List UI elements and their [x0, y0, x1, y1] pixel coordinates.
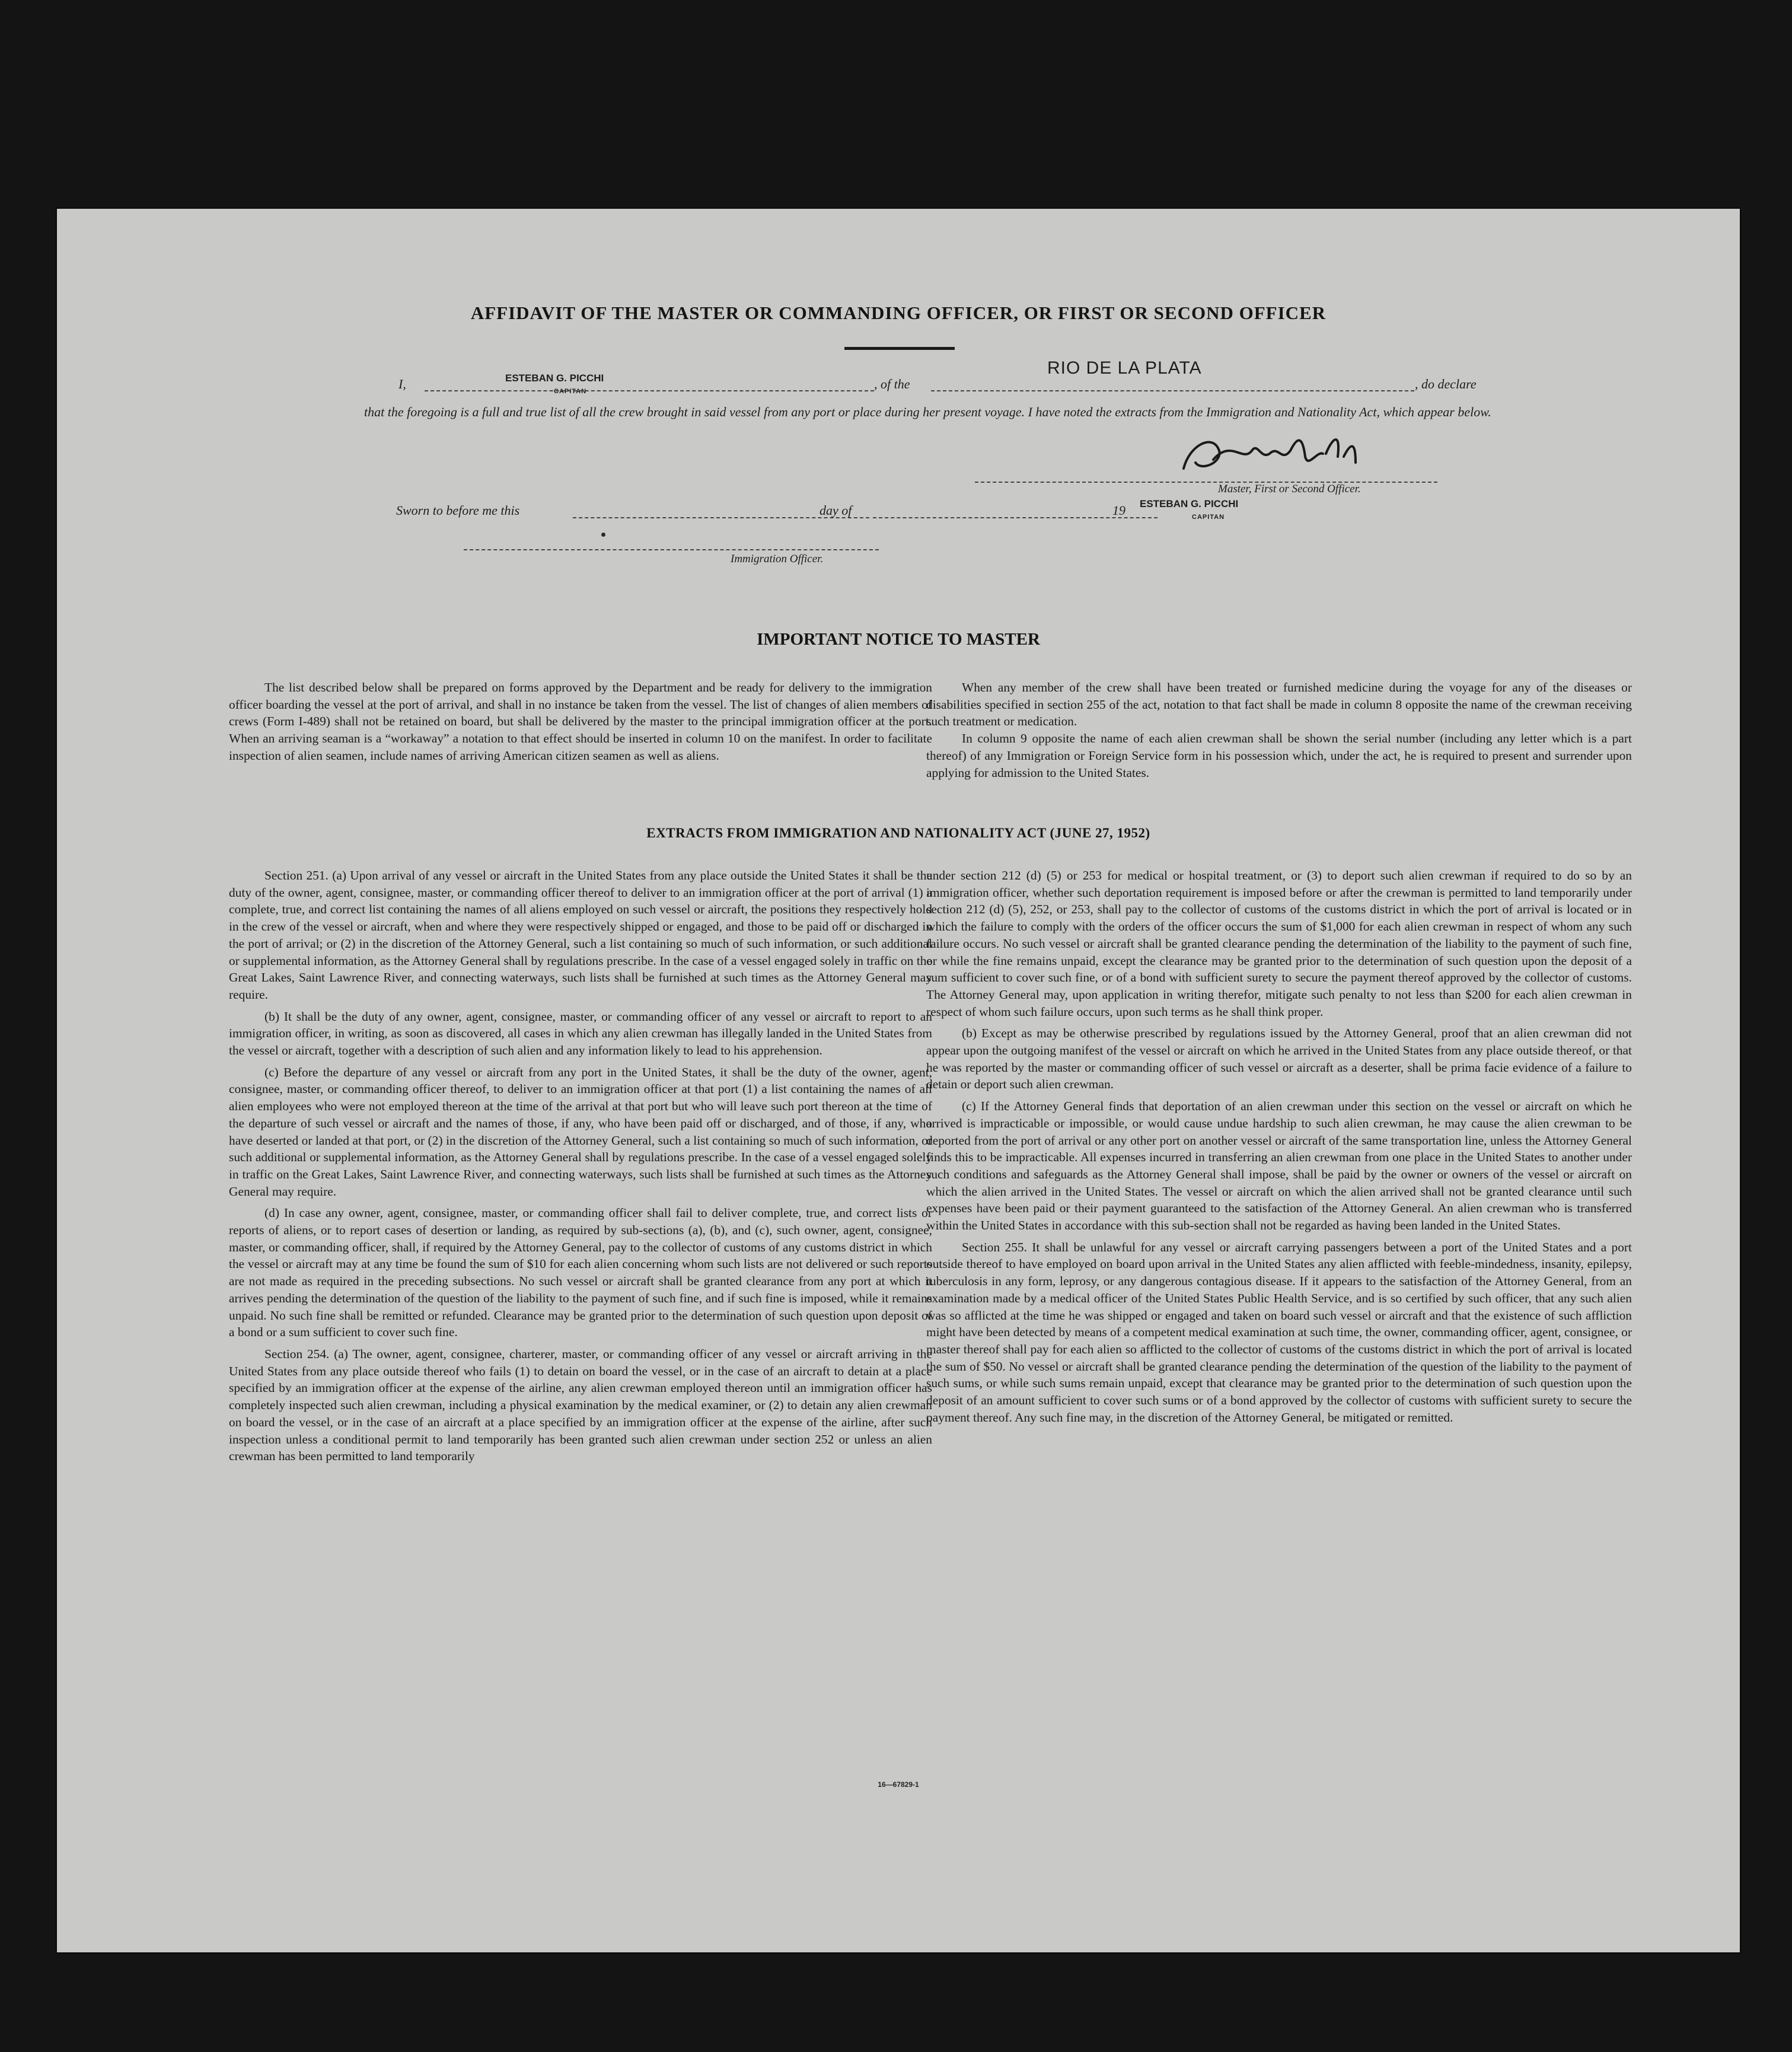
extract-paragraph: Section 255. It shall be unlawful for any vessel or aircraft carrying passengers between a port of the United States and a port outside thereof to have employed on board upon arrival in the United States any alien afflicted with feeble-mindedness, insanity, epilepsy, tuberculosis in any form, leprosy, or any dangerous contagious disease. If it appears to the satisfaction of the Attorney General, from an examination made by a medical officer of the United States Public Health Service, and is so certified by such officer, that any such alien was so afflicted at the time he was shipped or engaged and taken on board such vessel or aircraft and that the existence of such affliction might have been detected by means of a competent medical examination at such time, the owner, commanding officer, agent, consignee, or master thereof shall pay for each alien so afflicted to the collector of customs of the customs district in which the port of arrival is located the sum of $50. No vessel or aircraft shall be granted clearance pending the determination of the question of the liability to the payment of such sums, or while such sums remain unpaid, except that clearance may be granted prior to the determination of such question upon the deposit of an amount sufficient to cover such sums or of a bond approved by the collector of customs with sufficient surety to secure the payment thereof. Any such fine may, in the discretion of the Attorney General, be mitigated or remitted. — [926, 1240, 1632, 1425]
year-label: 19 — [1112, 503, 1125, 518]
notice-right-column — [926, 679, 1632, 786]
extracts-right-column — [926, 867, 1632, 1431]
master-rank-stamp-2: CAPITAN — [1192, 514, 1225, 521]
master-name-stamp: ESTEBAN G. PICCHI — [505, 372, 604, 384]
officer-caption: Immigration Officer. — [731, 553, 824, 565]
extracts-title: EXTRACTS FROM IMMIGRATION AND NATIONALITY ACT (JUNE 27, 1952) — [646, 826, 1150, 840]
form-number: 16—67829-1 — [878, 1780, 919, 1789]
extract-paragraph: Section 254. (a) The owner, agent, consignee, charterer, master, or commanding officer of any vessel or aircraft arriving in the United States from any place outside thereof who fails (1) to detain on board the vessel, or in the case of an aircraft to detain at a place specified by an immigration officer at the expense of the airline, any alien crewman employed thereon until an immigration officer has completely inspected such alien crewman, including a physical examination by the medical examiner, or (2) to detain any alien crewman on board the vessel, or in the case of an aircraft at a place specified by an immigration officer at the expense of the airline, after such inspection unless a conditional permit to land temporarily has been granted such alien crewman under section 252 or unless an alien crewman has been permitted to land temporarily — [229, 1346, 932, 1464]
notice-title: IMPORTANT NOTICE TO MASTER — [757, 630, 1040, 649]
extract-paragraph: (c) Before the departure of any vessel or aircraft from any port in the United States, it shall be the duty of the owner, agent, consignee, master, or commanding officer thereof, to deliver to an immigration officer at that port (1) a list containing the names of all alien employees who were not employed thereon at the time of the arrival at that port but who will leave such port thereon at the time of the departure of such vessel or aircraft and the names of those, if any, who have been paid off or discharged, and of those, if any, who have deserted or landed at that port, or (2) in the discretion of the Attorney General, such a list containing so much of such information, or such additional or supplemental information, as the Attorney General shall by regulations prescribe. In the case of a vessel engaged solely in traffic on the Great Lakes, Saint Lawrence River, and connecting waterways, such lists shall be furnished at such times as the Attorney General may require. — [229, 1065, 932, 1199]
document-page — [57, 209, 1740, 1952]
vessel-name-line — [931, 390, 1414, 391]
signature-caption: Master, First or Second Officer. — [1218, 483, 1361, 495]
master-rank-stamp: CAPITAN — [554, 388, 587, 395]
signature-image — [1178, 427, 1403, 486]
extract-paragraph: Section 251. (a) Upon arrival of any vessel or aircraft in the United States from any place outside the United States it shall be the duty of the owner, agent, consignee, master, or commanding officer thereof to deliver to an immigration officer at the port of arrival (1) a complete, true, and correct list containing the names of all aliens employed on such vessel or aircraft, the positions they respectively hold in the crew of the vessel or aircraft, when and where they were respectively shipped or engaged, and those to be paid off or discharged in the port of arrival; or (2) in the discretion of the Attorney General, such a list containing so much of such information, or such additional or supplemental information, as the Attorney General shall by regulations prescribe. In the case of a vessel engaged solely in traffic on the Great Lakes, Saint Lawrence River, and connecting waterways, such lists shall be furnished at such times as the Attorney General may require. — [229, 868, 932, 1002]
extract-paragraph: under section 212 (d) (5) or 253 for medical or hospital treatment, or (3) to deport such alien crewman if required to do so by an immigration officer, whether such deportation requirement is imposed before or after the crewman is permitted to land temporarily under section 212 (d) (5), 252, or 253, shall pay to the collector of customs of the customs district in which the port of arrival is located or in which the failure to comply with the orders of the officer occurs the sum of $1,000 for each alien crewman in respect of whom any such failure occurs. No such vessel or aircraft shall be granted clearance pending the determination of the liability to the payment of such fine, or while the fine remains unpaid, except the clearance may be granted prior to the determination of such question upon the deposit of a sum sufficient to cover such fine, or of a bond with sufficient surety to secure the payment thereof approved by the collector of customs. The Attorney General may, upon application in writing therefor, mitigate such penalty to not less than $200 for each alien crewman in respect of whom such failure occurs, upon such terms as he shall think proper. — [926, 868, 1632, 1019]
extract-paragraph: (b) Except as may be otherwise prescribed by regulations issued by the Attorney General, proof that an alien crewman did not appear upon the outgoing manifest of the vessel or aircraft on which he arrived in the United States from any place outside thereof, or that he was reported by the master or commanding officer of such vessel or aircraft as a deserter, shall be prima facie evidence of a failure to detain or deport such alien crewman. — [926, 1026, 1632, 1092]
master-name-line — [425, 390, 874, 391]
notice-left-column — [229, 679, 932, 769]
declaration-text: that the foregoing is a full and true list of all the crew brought in said vessel from any port or place during her present voyage. I have noted the extracts from the Immigration and Nationality Act, which appear below. — [364, 404, 1491, 419]
officer-line — [464, 549, 879, 550]
notice-left-paragraph: The list described below shall be prepared on forms approved by the Department and be ready for delivery to the immigration officer boarding the vessel at the port of arrival, and shall in no instance be taken from the vessel. The list of changes of alien members of crews (Form I-489) shall not be retained on board, but shall be delivered by the master to the principal immigration officer at the port. When an arriving seaman is a “workaway” a notation to that effect should be inserted in column 10 on the manifest. In order to facilitate inspection of alien seamen, include names of arriving American citizen seamen as well as aliens. — [229, 680, 932, 763]
title-divider — [844, 347, 955, 350]
do-declare-label: , do declare — [1415, 377, 1477, 391]
sworn-label: Sworn to before me this — [396, 503, 520, 518]
i-label: I, — [398, 377, 406, 391]
extract-paragraph: (c) If the Attorney General finds that deportation of an alien crewman under this section on the vessel or aircraft on which he arrived is impracticable or impossible, or would cause undue hardship to such alien crewman, he may cause the alien crewman to be deported from the port of arrival or any other port on another vessel or aircraft of the same transportation line, unless the Attorney General finds this to be impracticable. All expenses incurred in transferring an alien crewman from one place in the United States to another under such conditions and safeguards as the Attorney General shall impose, shall be paid by the owner or owners of the vessel or aircraft on which the alien arrived in the United States. The vessel or aircraft on which the alien arrived shall not be granted clearance until such expenses have been paid or their payment guaranteed to the satisfaction of the Attorney General. An alien crewman who is transferred within the United States in accordance with this sub-section shall not be regarded as having been landed in the United States. — [926, 1099, 1632, 1233]
of-the-label: , of the — [874, 377, 910, 391]
notice-right-paragraph-1: When any member of the crew shall have been treated or furnished medicine during the voyage for any of the diseases or disabilities specified in section 255 of the act, notation to that fact shall be made in column 8 opposite the name of the crewman receiving such treatment or medication. — [926, 680, 1632, 729]
affidavit-title: AFFIDAVIT OF THE MASTER OR COMMANDING OFFICER, OR FIRST OR SECOND OFFICER — [470, 302, 1327, 323]
extract-paragraph: (d) In case any owner, agent, consignee, master, or commanding officer shall fail to deliver complete, true, and correct lists or reports of aliens, or to report cases of desertion or landing, as required by sub-sections (a), (b), and (c), such owner, agent, consignee, master, or commanding officer, shall, if required by the Attorney General, pay to the collector of customs of any customs district in which the vessel or aircraft may at any time be found the sum of $10 for each alien concerning whom such lists are not delivered or such reports are not made as required in the preceding subsections. No such vessel or aircraft shall be granted clearance from any port at which it arrives pending the determination of the question of the liability to the payment of such fine, and if such fine is imposed, while it remains unpaid. No such fine shall be remitted or refunded. Clearance may be granted prior to the determination of such question upon deposit of a bond or a sum sufficient to cover such fine. — [229, 1206, 932, 1340]
ink-speck — [601, 533, 605, 537]
master-name-stamp-2: ESTEBAN G. PICCHI — [1140, 498, 1239, 509]
vessel-name: RIO DE LA PLATA — [1047, 358, 1202, 378]
extract-paragraph: (b) It shall be the duty of any owner, agent, consignee, master, or commanding officer of any vessel or aircraft to report to an immigration officer, in writing, as soon as discovered, all cases in which any alien crewman has illegally landed in the United States from the vessel or aircraft, together with a description of such alien and any information likely to lead to his apprehension. — [229, 1009, 932, 1058]
day-of-label: day of — [820, 503, 852, 518]
notice-right-paragraph-2: In column 9 opposite the name of each alien crewman shall be shown the serial number (including any letter which is a part thereof) of any Immigration or Foreign Service form in his possession which, under the act, he is required to present and surrender upon applying for admission to the United States. — [926, 731, 1632, 780]
extracts-left-column — [229, 867, 932, 1470]
